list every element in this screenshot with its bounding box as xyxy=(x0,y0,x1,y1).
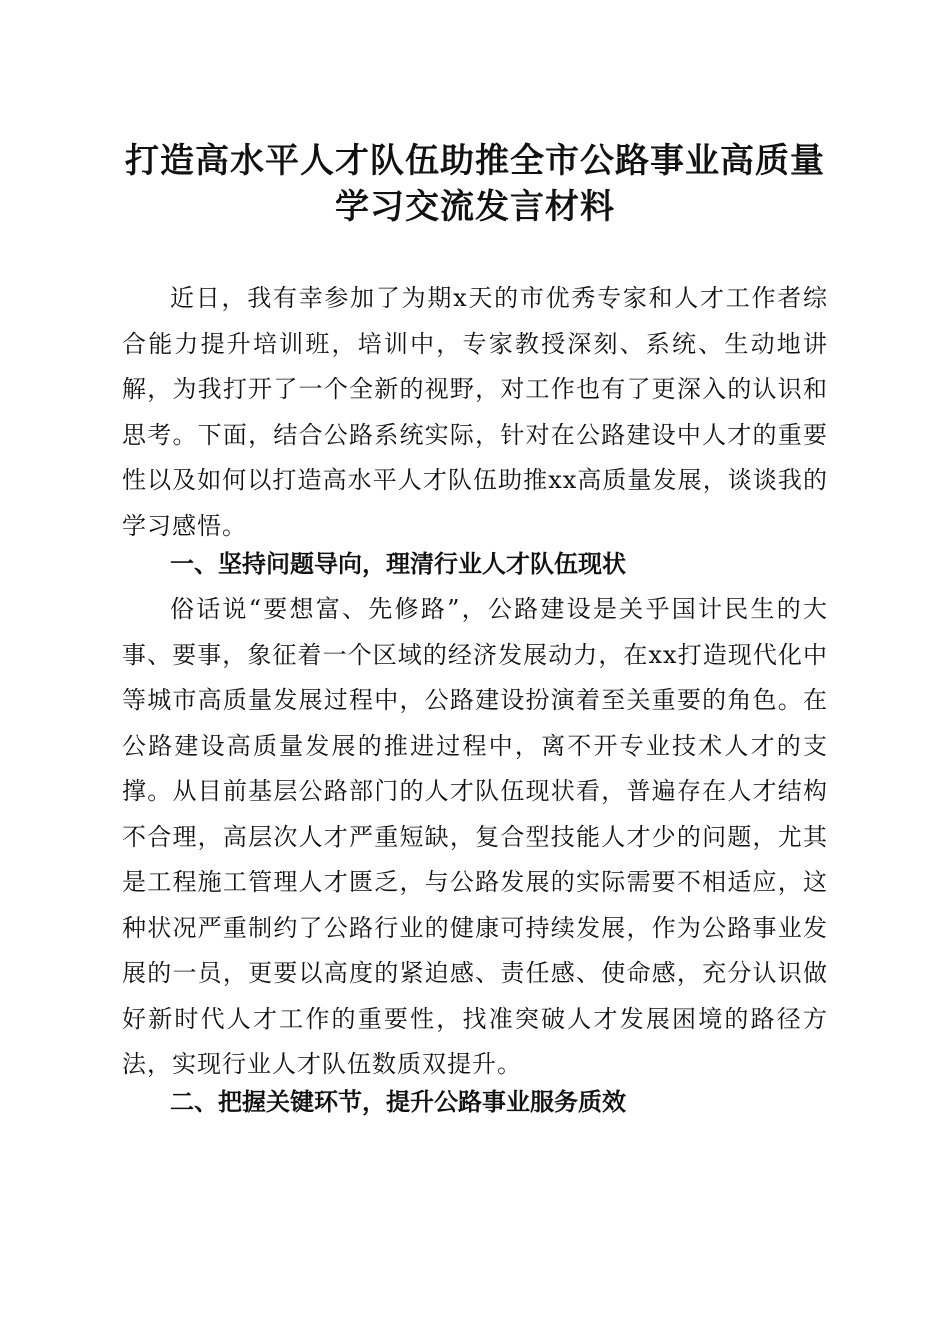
document-subtitle: 学习交流发言材料 xyxy=(335,187,615,227)
intro-paragraph: 近日，我有幸参加了为期x天的市优秀专家和人才工作者综合能力提升培训班，培训中，专家教授深刻、系统、生动地讲解，为我打开了一个全新的视野，对工作也有了更深入的认识和思考。下面，结合公路系统实际，针对在公路建设中人才的重要性以及如何以打造高水平人才队伍助推xx高质量发展，谈谈我的学习感悟。 xyxy=(122,284,828,540)
section-2-heading: 二、把握关键环节，提升公路事业服务质效 xyxy=(170,1088,626,1116)
document-title: 打造高水平人才队伍助推全市公路事业高质量 xyxy=(125,141,825,181)
section-1-heading: 一、坚持问题导向，理清行业人才队伍现状 xyxy=(170,550,626,578)
section-1-paragraph: 俗话说“要想富、先修路”，公路建设是关乎国计民生的大事、要事，象征着一个区域的经济发展动力，在xx打造现代化中等城市高质量发展过程中，公路建设扮演着至关重要的角色。在公路建设高质量发展的推进过程中，离不开专业技术人才的支撑。从目前基层公路部门的人才队伍现状看，普遍存在人才结构不合理，高层次人才严重短缺，复合型技能人才少的问题，尤其是工程施工管理人才匮乏，与公路发展的实际需要不相适应，这种状况严重制约了公路行业的健康可持续发展，作为公路事业发展的一员，更要以高度的紧迫感、责任感、使命感，充分认识做好新时代人才工作的重要性，找准突破人才发展困境的路径方法，实现行业人才队伍数质双提升。 xyxy=(122,595,828,1078)
